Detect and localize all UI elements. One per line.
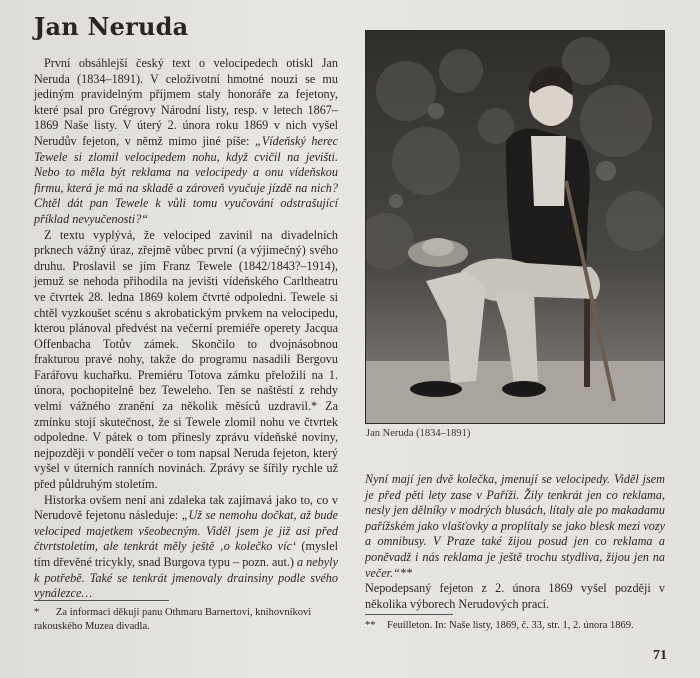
footnote-right [365,619,665,633]
paragraph-3 [34,493,338,602]
paragraph-1-text: První obsáhlejší český text o velocipedech otiskl Jan Neruda (1834–1891). V celoživotní hmotné nouzi se mu jediným pravidelným příjmem staly honoráře za fejetony, které psal pro Grégrovy Národní listy, resp. v letech 1867–1869 Naše listy. V úterý 2. února roku 1869 v nich vyšel Nerudův fejeton, v němž mimo jiné píše: [34,56,338,148]
footnote-right-mark: ** [365,620,376,631]
portrait-photo [365,30,665,424]
paragraph-3-quote-b: a nebyly k potřebě. Také se tenkrát jmenovaly drainsiny podle svého vynálezce… [34,555,338,601]
right-text-column [365,472,665,612]
footnote-divider-left [34,600,169,601]
footnote-right-text: Feuilleton. In: Naše listy, 1869, č. 33, str. 1, 2. února 1869. [387,620,634,631]
footnote-left [34,606,338,634]
chapter-title: Jan Neruda [34,12,189,41]
page-number: 71 [653,648,667,663]
paragraph-2: Z textu vyplývá, že velociped zavinil na divadelních prknech vážný úraz, zřejmě vůbec první (a výjimečný) svého druhu. Proslavil se jím Franz Tewele (1842/1843?–1914), jemuž se nehoda přihodila na jevišti vídeňského Carltheatru ve čtvrtek 28. ledna 1869 kolem čtvrté odpoledni. Tewele si chtěl vyzkoušet scénu s akrobatickým prvkem na velocipedu, kterou plánoval předvést na večerní premiéře operety Jacqua Offenbacha Totův zámek. Skončilo to dvojnásobnou frakturou pravé nohy, takže do programu nasadili Bergovu Farářovu kuchařku. Premiéru Totova zámku přeložili na 1. února, pochopitelně bez Teweleho. Ten se naštěstí z rehdy velmi vážného zranění za několik měsíců uzdravil.* Za zmínku stojí skutečnost, že si Tewele zlomil nohu ve čtvrtek odpoledne. V pátek o tom přinesly zprávu vídeňské noviny, nejpozději v pondělí večer o tom napsal Neruda fejeton, který vyšel v úterních ranních novinách. Zprávy se šířily rychle už před půldruhým stoletím. [34,227,338,492]
right-quote-text: Nyní mají jen dvě kolečka, jmenují se velocipedy. Viděl jsem je před pěti lety zase v Paříži. Žily tenkrát jen co reklama, nesly jen dělníky v modrých blusách, lítaly ale po makadamu pařížském jako vlašťovky a proplítaly se jako blesk mezi vozy a omnibusy. V Praze také žijou posud jen co reklama a poněvadž i nás reklama je ještě trochu stydliva, žijou jen na večer.“** [365,472,665,580]
paragraph-3-aside: (myslel tím dřevěné tricykly, snad Burgova typu – pozn. aut.) [34,539,338,569]
paragraph-3-text: Historka ovšem není ani zdaleka tak zajímavá jako to, co v Nerudově fejetonu následuje: [34,492,338,523]
paragraph-1 [34,56,338,228]
paragraph-1-quote: „Vídeňský herec Tewele si zlomil velocipedem nohu, když cvičil na jevišti. Nebo to měla být reklama na velocipedy a onu vídeňskou firmu, která je má na skladě a zároveň vyučuje jízdě na nich? Chtěl dát pan Tewele k vůli tomu vyučování odstrašující příklad nevyučenosti?“ [34,133,338,226]
right-note: Nepodepsaný fejeton z 2. února 1869 vyšel později v několika výborech Nerudových prací. [365,581,665,611]
footnote-left-mark: * [34,607,40,618]
portrait-illustration [366,31,664,423]
right-quote [365,472,665,581]
footnote-divider-right [365,614,453,615]
footnote-left-text: Za informaci děkuji panu Othmaru Barnertovi, knihovníkovi rakouského Muzea divadla. [34,607,312,632]
paragraph-3-quote-a: „Už se nemohu dočkat, až bude velociped majetkem všeobecným. Viděl jsem je již asi před čtvrtstoletím, ale tenkrát měly ještě ‚o kolečko víc‘ [34,508,338,554]
left-text-column [34,56,338,602]
photo-caption: Jan Neruda (1834–1891) [366,428,471,439]
